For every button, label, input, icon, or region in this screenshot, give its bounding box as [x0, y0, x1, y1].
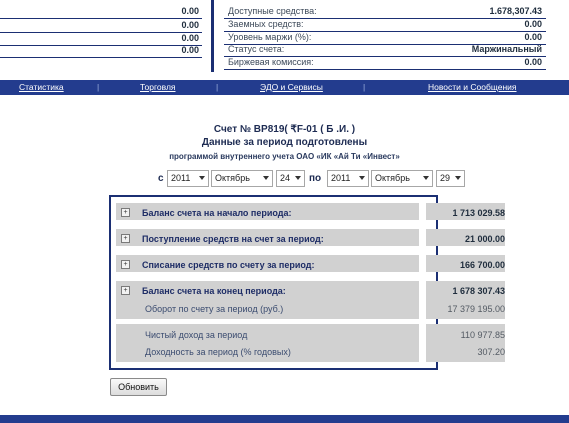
inflow-label: Поступление средств на счет за период:	[142, 234, 324, 244]
nav-edo-services[interactable]: ЭДО и Сервисы	[260, 82, 323, 92]
turnover-label: Оборот по счету за период (руб.)	[145, 304, 284, 314]
chevron-down-icon	[455, 176, 461, 180]
summary-left-value: 0.00	[181, 6, 199, 16]
opening-balance-label: Баланс счета на начало периода:	[142, 208, 292, 218]
from-day-select[interactable]	[276, 170, 305, 187]
from-year-value: 2011	[171, 173, 191, 183]
outflow-value: 166 700.00	[459, 260, 505, 270]
summary-left-row	[0, 5, 202, 19]
to-month-value: Октябрь	[375, 173, 410, 183]
closing-balance-value: 1 678 307.43	[452, 286, 505, 296]
account-status-value: Маржинальный	[471, 44, 542, 54]
to-label: по	[309, 173, 322, 184]
yield-label: Доходность за период (% годовых)	[145, 347, 291, 357]
inflow-value: 21 000.00	[464, 234, 505, 244]
opening-balance-value: 1 713 029.58	[452, 208, 505, 218]
net-income-label: Чистый доход за период	[145, 330, 248, 340]
chevron-down-icon	[295, 176, 301, 180]
expand-icon[interactable]: +	[121, 260, 130, 269]
to-year-select[interactable]	[327, 170, 369, 187]
turnover-value: 17 379 195.00	[447, 304, 505, 314]
to-day-value: 29	[440, 173, 451, 183]
refresh-button[interactable]: Обновить	[110, 378, 167, 396]
summary-value: 1.678,307.43	[489, 6, 542, 16]
main-nav	[0, 80, 569, 95]
outflow-label: Списание средств по счету за период:	[142, 260, 315, 270]
from-year-select[interactable]	[167, 170, 209, 187]
nav-separator: |	[216, 82, 219, 92]
chevron-down-icon	[199, 176, 205, 180]
summary-left-row	[0, 44, 202, 58]
from-day-value: 24	[280, 173, 291, 183]
panel-divider	[211, 0, 214, 72]
expand-icon[interactable]: +	[121, 208, 130, 217]
from-month-select[interactable]	[211, 170, 273, 187]
summary-value: 0.00	[524, 19, 542, 29]
nav-separator: |	[97, 82, 100, 92]
summary-right-panel	[224, 0, 546, 72]
nav-separator: |	[363, 82, 366, 92]
report-subtitle: Данные за период подготовлены	[201, 137, 368, 148]
summary-right-row	[224, 56, 546, 70]
summary-left-row	[0, 19, 202, 33]
summary-label: Статус счета:	[228, 44, 285, 54]
expand-icon[interactable]: +	[121, 234, 130, 243]
account-title: Счет № BP819( ₹F-01 ( Б .И. )	[213, 124, 356, 135]
chevron-down-icon	[263, 176, 269, 180]
summary-left-value: 0.00	[181, 45, 199, 55]
summary-right-row	[224, 5, 546, 19]
nav-statistics[interactable]: Статистика	[19, 82, 64, 92]
summary-left-panel	[0, 0, 202, 72]
to-month-select[interactable]	[371, 170, 433, 187]
chevron-down-icon	[423, 176, 429, 180]
summary-right-row	[224, 18, 546, 32]
summary-label: Заемных средств:	[228, 19, 304, 29]
expand-icon[interactable]: +	[121, 286, 130, 295]
period-report-table	[109, 195, 505, 370]
nav-news-messages[interactable]: Новости и Сообщения	[428, 82, 517, 92]
footer-bar	[0, 415, 569, 423]
summary-right-row	[224, 43, 546, 57]
from-month-value: Октябрь	[215, 173, 250, 183]
report-source: программой внутреннего учета ОАО «ИК «Ай Ти «Инвест»	[169, 152, 400, 161]
yield-value: 307.20	[477, 347, 505, 357]
net-income-value: 110 977.85	[460, 330, 505, 340]
summary-left-value: 0.00	[181, 33, 199, 43]
to-year-value: 2011	[331, 173, 351, 183]
summary-value: 0.00	[524, 32, 542, 42]
nav-trading[interactable]: Торговля	[140, 82, 176, 92]
chevron-down-icon	[359, 176, 365, 180]
summary-value: 0.00	[524, 57, 542, 67]
from-label: с	[158, 173, 164, 184]
closing-balance-label: Баланс счета на конец периода:	[142, 286, 286, 296]
summary-label: Доступные средства:	[228, 6, 317, 16]
summary-label: Уровень маржи (%):	[228, 32, 312, 42]
to-day-select[interactable]	[436, 170, 465, 187]
summary-label: Биржевая комиссия:	[228, 57, 314, 67]
summary-left-value: 0.00	[181, 20, 199, 30]
